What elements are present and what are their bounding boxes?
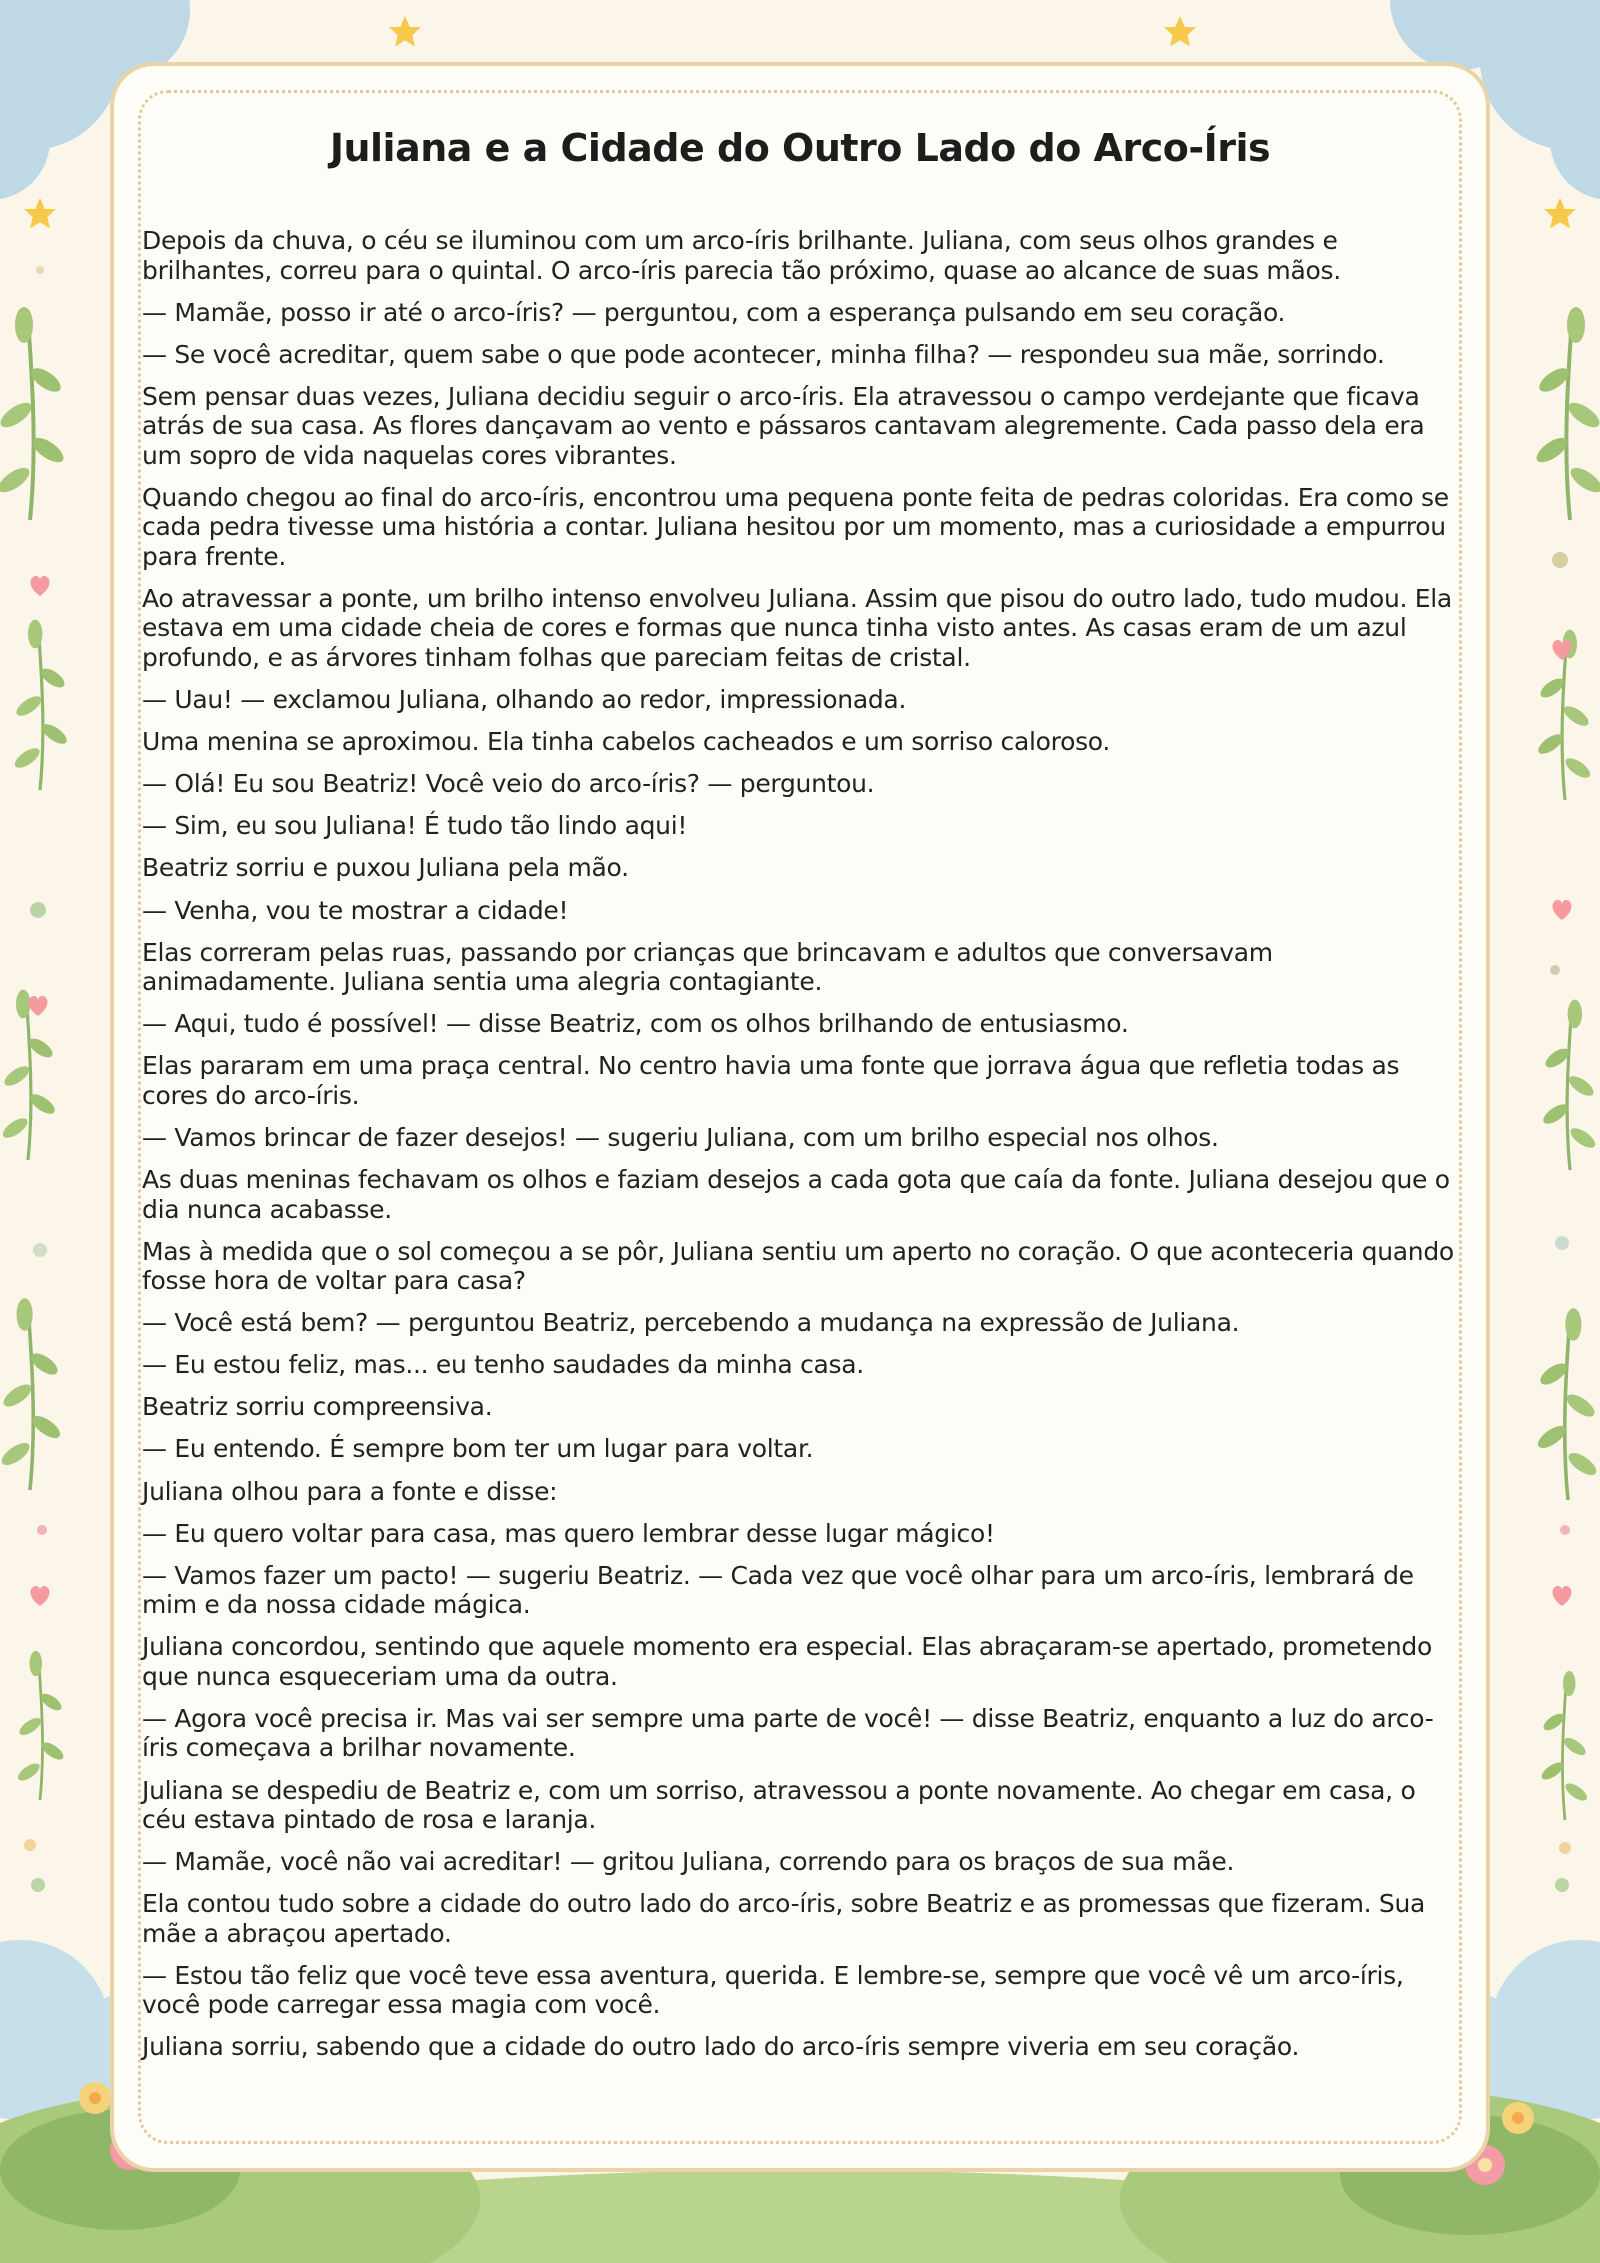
story-paragraph: — Você está bem? — perguntou Beatriz, percebendo a mudança na expressão de Juliana. <box>142 1308 1240 1338</box>
heart-icon <box>31 576 50 596</box>
story-paragraph: Juliana se despediu de Beatriz e, com um sorriso, atravessou a ponte novamente. Ao chegar em casa, o céu estava pintado de rosa e laranja. <box>142 1775 1416 1835</box>
leaf-sprig-icon <box>1540 1000 1598 1170</box>
story-paragraph: — Mamãe, posso ir até o arco-íris? — perguntou, com a esperança pulsando em seu coração. <box>142 297 1286 327</box>
leaf-sprig-icon <box>1533 307 1600 520</box>
heart-icon <box>1553 900 1572 920</box>
story-paragraph: — Eu estou feliz, mas... eu tenho saudades da minha casa. <box>142 1350 864 1380</box>
leaf-sprig-icon <box>12 620 70 790</box>
story-paragraph: — Venha, vou te mostrar a cidade! <box>142 895 569 925</box>
leaf-sprig-icon <box>0 1298 64 1490</box>
story-paragraph: Juliana concordou, sentindo que aquele momento era especial. Elas abraçaram-se apertado, prometendo que nunca esqueceriam uma da outra. <box>142 1632 1432 1691</box>
heart-icon <box>1553 1586 1572 1606</box>
heart-icon <box>31 1586 50 1606</box>
story-paragraph: Ao atravessar a ponte, um brilho intenso envolveu Juliana. Assim que pisou do outro lado, tudo mudou. Ela estava em uma cidade cheia de cores e formas que nunca tinha visto antes. As casas eram de um azul profundo, e as árvores tinham folhas que pareciam feitas de cristal. <box>142 583 1452 672</box>
story-paragraph: Juliana olhou para a fonte e disse: <box>142 1476 558 1506</box>
star-icon <box>1164 16 1196 47</box>
story-paragraph: — Uau! — exclamou Juliana, olhando ao redor, impressionada. <box>142 685 907 715</box>
story-paragraph: Juliana sorriu, sabendo que a cidade do outro lado do arco-íris sempre viveria em seu coração. <box>142 2032 1300 2062</box>
leaf-sprig-icon <box>1539 1671 1590 1820</box>
star-icon <box>1544 198 1576 229</box>
story-paragraph: — Eu entendo. É sempre bom ter um lugar para voltar. <box>142 1434 814 1464</box>
story-body <box>142 226 1462 2075</box>
story-paragraph: As duas meninas fechavam os olhos e faziam desejos a cada gota que caía da fonte. Juliana desejou que o dia nunca acabasse. <box>142 1165 1450 1224</box>
story-paragraph: Beatriz sorriu e puxou Juliana pela mão. <box>142 853 629 883</box>
leaf-sprig-icon <box>0 990 58 1160</box>
leaf-sprig-icon <box>15 1651 66 1800</box>
story-paragraph: — Vamos brincar de fazer desejos! — sugeriu Juliana, com um brilho especial nos olhos. <box>142 1122 1219 1152</box>
star-icon <box>24 198 56 229</box>
story-paragraph: — Sim, eu sou Juliana! É tudo tão lindo aqui! <box>142 811 688 841</box>
story-paragraph: — Agora você precisa ir. Mas vai ser sempre uma parte de você! — disse Beatriz, enquanto a luz do arco-íris começava a brilhar novamente. <box>142 1703 1434 1763</box>
story-paragraph: Mas à medida que o sol começou a se pôr, Juliana sentiu um aperto no coração. O que aconteceria quando fosse hora de voltar para casa? <box>142 1236 1454 1296</box>
story-paragraph: — Se você acreditar, quem sabe o que pode acontecer, minha filha? — respondeu sua mãe, sorrindo. <box>142 339 1385 369</box>
story-paragraph: Beatriz sorriu compreensiva. <box>142 1392 493 1422</box>
story-paragraph: Elas pararam em uma praça central. No centro havia uma fonte que jorrava água que refletia todas as cores do arco-íris. <box>142 1051 1400 1110</box>
flower-icon <box>1502 2102 1534 2134</box>
story-paragraph: Elas correram pelas ruas, passando por crianças que brincavam e adultos que conversavam animadamente. Juliana sentia uma alegria contagiante. <box>142 937 1273 997</box>
story-paragraph: — Eu quero voltar para casa, mas quero lembrar desse lugar mágico! <box>142 1518 995 1548</box>
story-title: Juliana e a Cidade do Outro Lado do Arco-Íris <box>329 126 1271 170</box>
story-paragraph: Quando chegou ao final do arco-íris, encontrou uma pequena ponte feita de pedras coloridas. Era como se cada pedra tivesse uma história a contar. Juliana hesitou por um momento, mas a curiosidade a empurrou para frente. <box>142 482 1449 571</box>
story-paragraph: — Olá! Eu sou Beatriz! Você veio do arco-íris? — perguntou. <box>142 769 875 799</box>
story-paragraph: — Estou tão feliz que você teve essa aventura, querida. E lembre-se, sempre que você vê um arco-íris, você pode carregar essa magia com você. <box>142 1960 1404 2020</box>
story-paragraph: Depois da chuva, o céu se iluminou com um arco-íris brilhante. Juliana, com seus olhos grandes e brilhantes, correu para o quintal. O arco-íris parecia tão próximo, quase ao alcance de suas mãos. <box>142 226 1341 285</box>
story-paragraph: Sem pensar duas vezes, Juliana decidiu seguir o arco-íris. Ela atravessou o campo verdejante que ficava atrás de sua casa. As flores dançavam ao vento e pássaros cantavam alegremente. Cada passo dela era um sopro de vida naquelas cores vibrantes. <box>142 381 1425 470</box>
story-paragraph: — Aqui, tudo é possível! — disse Beatriz, com os olhos brilhando de entusiasmo. <box>142 1009 1129 1039</box>
story-paragraph: Ela contou tudo sobre a cidade do outro lado do arco-íris, sobre Beatriz e as promessas que fizeram. Sua mãe a abraçou apertado. <box>142 1889 1426 1948</box>
heart-icon <box>29 996 48 1016</box>
story-paragraph: Uma menina se aproximou. Ela tinha cabelos cacheados e um sorriso caloroso. <box>142 727 1110 757</box>
story-paragraph: — Vamos fazer um pacto! — sugeriu Beatriz. — Cada vez que você olhar para um arco-íris, lembrará de mim e da nossa cidade mágica. <box>142 1560 1414 1620</box>
flower-icon <box>79 2082 111 2114</box>
story-paragraph: — Mamãe, você não vai acreditar! — gritou Juliana, correndo para os braços de sua mãe. <box>142 1847 1235 1877</box>
star-icon <box>389 16 421 47</box>
leaf-sprig-icon <box>1534 1308 1599 1500</box>
leaf-sprig-icon <box>0 307 67 520</box>
